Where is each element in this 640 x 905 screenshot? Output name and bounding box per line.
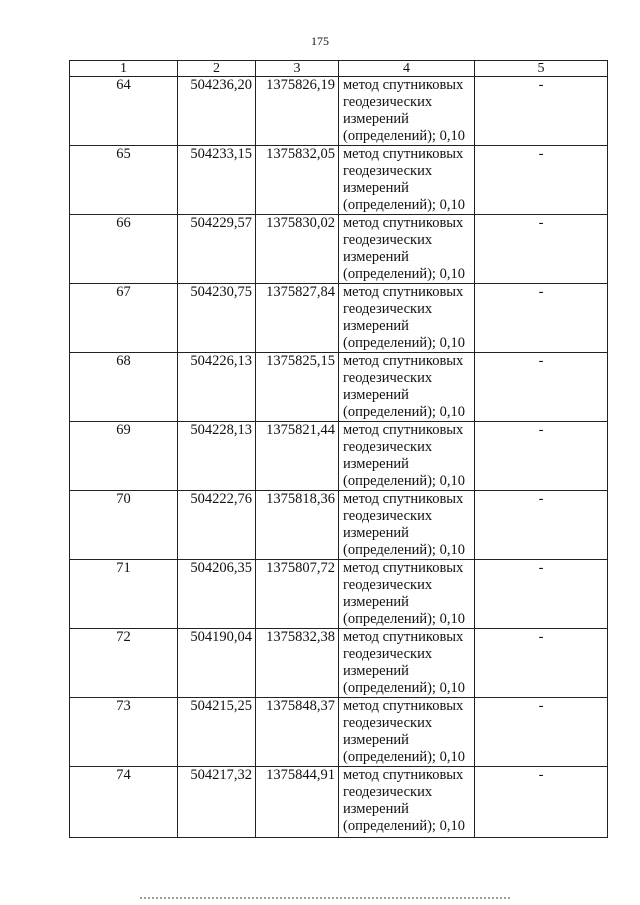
table-row	[70, 215, 608, 284]
point-number-cell: 68	[70, 353, 178, 422]
coordinate-x-cell: 504215,25	[178, 698, 256, 767]
note-cell: -	[475, 353, 608, 422]
coordinate-x-cell: 504190,04	[178, 629, 256, 698]
point-number-cell: 69	[70, 422, 178, 491]
note-cell: -	[475, 491, 608, 560]
coordinate-x-cell: 504230,75	[178, 284, 256, 353]
coordinate-y-cell: 1375821,44	[256, 422, 339, 491]
coordinate-y-cell: 1375826,19	[256, 77, 339, 146]
method-cell: метод спутниковых геодезических измерений (определений); 0,10	[339, 698, 475, 767]
table-body	[70, 77, 608, 838]
coordinate-y-cell: 1375832,05	[256, 146, 339, 215]
table-row	[70, 767, 608, 838]
method-cell: метод спутниковых геодезических измерений (определений); 0,10	[339, 560, 475, 629]
note-cell: -	[475, 767, 608, 838]
coordinate-y-cell: 1375827,84	[256, 284, 339, 353]
point-number-cell: 66	[70, 215, 178, 284]
table-row	[70, 77, 608, 146]
method-cell: метод спутниковых геодезических измерений (определений); 0,10	[339, 77, 475, 146]
table-row	[70, 146, 608, 215]
method-cell: метод спутниковых геодезических измерений (определений); 0,10	[339, 491, 475, 560]
point-number-cell: 71	[70, 560, 178, 629]
table-header-row	[70, 61, 608, 77]
point-number-cell: 72	[70, 629, 178, 698]
note-cell: -	[475, 215, 608, 284]
coordinate-y-cell: 1375825,15	[256, 353, 339, 422]
table-row	[70, 353, 608, 422]
point-number-cell: 70	[70, 491, 178, 560]
note-cell: -	[475, 77, 608, 146]
coordinate-y-cell: 1375832,38	[256, 629, 339, 698]
method-cell: метод спутниковых геодезических измерений (определений); 0,10	[339, 146, 475, 215]
method-cell: метод спутниковых геодезических измерений (определений); 0,10	[339, 215, 475, 284]
coordinate-x-cell: 504206,35	[178, 560, 256, 629]
note-cell: -	[475, 422, 608, 491]
coordinates-table	[69, 60, 608, 838]
note-cell: -	[475, 284, 608, 353]
table-row	[70, 629, 608, 698]
coordinate-y-cell: 1375830,02	[256, 215, 339, 284]
coordinate-y-cell: 1375844,91	[256, 767, 339, 838]
method-cell: метод спутниковых геодезических измерений (определений); 0,10	[339, 629, 475, 698]
coordinate-x-cell: 504222,76	[178, 491, 256, 560]
header-col-2: 2	[178, 61, 256, 77]
note-cell: -	[475, 560, 608, 629]
note-cell: -	[475, 146, 608, 215]
method-cell: метод спутниковых геодезических измерений (определений); 0,10	[339, 422, 475, 491]
table-row	[70, 422, 608, 491]
method-cell: метод спутниковых геодезических измерений (определений); 0,10	[339, 353, 475, 422]
header-col-4: 4	[339, 61, 475, 77]
coordinate-x-cell: 504236,20	[178, 77, 256, 146]
point-number-cell: 67	[70, 284, 178, 353]
cut-off-footer-text	[140, 897, 510, 903]
header-col-5: 5	[475, 61, 608, 77]
point-number-cell: 74	[70, 767, 178, 838]
coordinate-y-cell: 1375818,36	[256, 491, 339, 560]
coordinate-x-cell: 504217,32	[178, 767, 256, 838]
note-cell: -	[475, 698, 608, 767]
table-row	[70, 560, 608, 629]
method-cell: метод спутниковых геодезических измерений (определений); 0,10	[339, 284, 475, 353]
coordinate-y-cell: 1375848,37	[256, 698, 339, 767]
point-number-cell: 65	[70, 146, 178, 215]
method-cell: метод спутниковых геодезических измерений (определений); 0,10	[339, 767, 475, 838]
page-number: 175	[311, 34, 329, 48]
coordinate-y-cell: 1375807,72	[256, 560, 339, 629]
header-col-1: 1	[70, 61, 178, 77]
coordinate-x-cell: 504233,15	[178, 146, 256, 215]
coordinate-x-cell: 504226,13	[178, 353, 256, 422]
point-number-cell: 64	[70, 77, 178, 146]
coordinate-x-cell: 504228,13	[178, 422, 256, 491]
header-col-3: 3	[256, 61, 339, 77]
coordinate-x-cell: 504229,57	[178, 215, 256, 284]
table-row	[70, 491, 608, 560]
table-row	[70, 698, 608, 767]
table-row	[70, 284, 608, 353]
note-cell: -	[475, 629, 608, 698]
point-number-cell: 73	[70, 698, 178, 767]
